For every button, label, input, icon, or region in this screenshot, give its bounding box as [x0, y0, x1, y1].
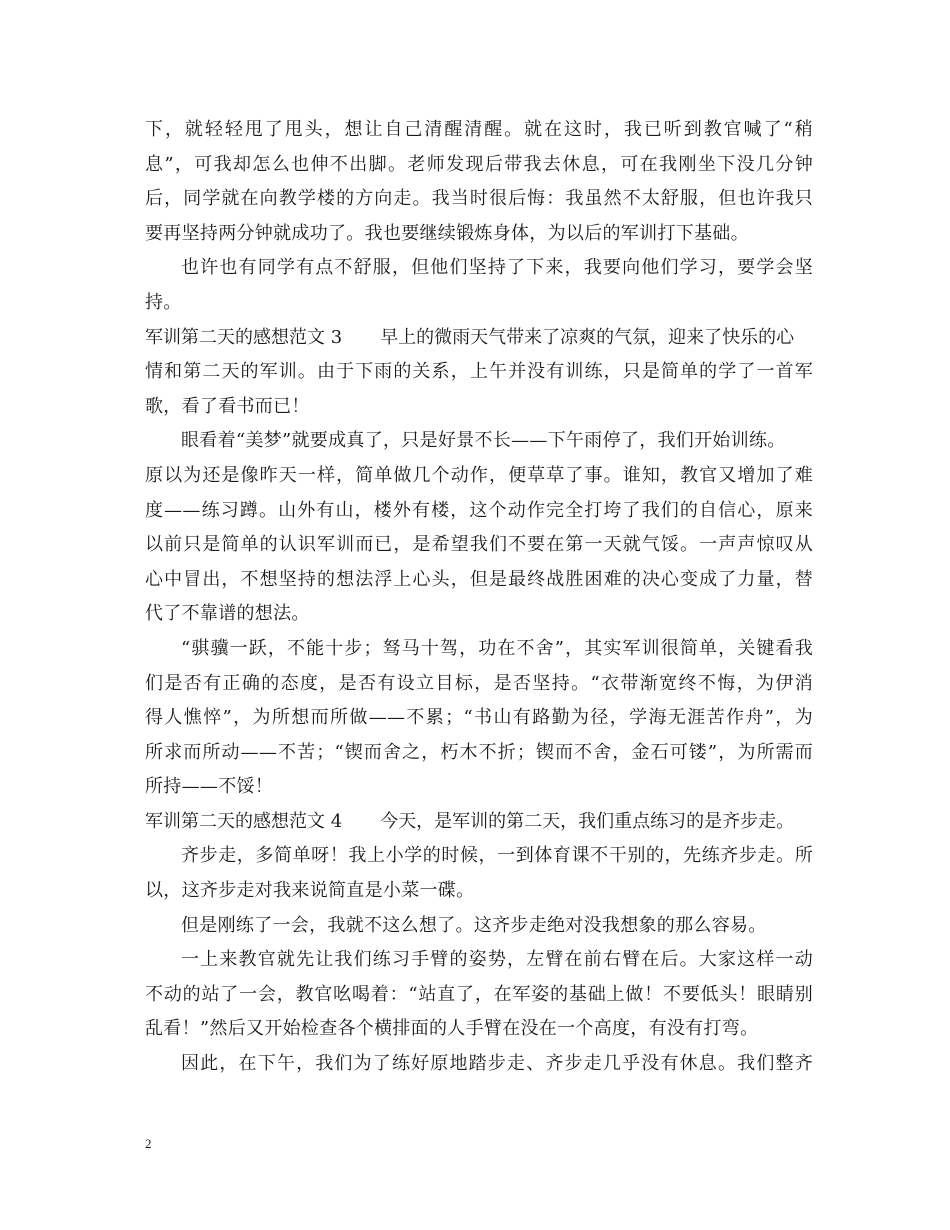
- text-line: 心中冒出，不想坚持的想法浮上心头，但是最终战胜困难的决心变成了力量，替: [145, 568, 813, 590]
- text-line: 持。: [145, 291, 182, 313]
- text-line: 所求而所动——不苦；“锲而舍之，朽木不折；锲而不舍，金石可镂”，为所需而: [145, 741, 813, 763]
- paragraph-start-line: 但是刚练了一会，我就不这么想了。这齐步走绝对没我想象的那么容易。: [181, 914, 767, 936]
- text-line: 息”，可我却怎么也伸不出脚。老师发现后带我去休息，可在我刚坐下没几分钟: [145, 153, 813, 175]
- text-line: 度——练习蹲。山外有山，楼外有楼，这个动作完全打垮了我们的自信心，原来: [145, 499, 813, 521]
- text-line: 后，同学就在向教学楼的方向走。我当时很后悔：我虽然不太舒服，但也许我只: [145, 188, 813, 210]
- text-line: 情和第二天的军训。由于下雨的关系，上午并没有训练，只是简单的学了一首军: [145, 361, 813, 383]
- page-number: 2: [145, 1136, 152, 1151]
- paragraph-start-line: 一上来教官就先让我们练习手臂的姿势，左臂在前右臂在后。大家这样一动: [181, 949, 813, 971]
- text-line: 以前只是简单的认识军训而已，是希望我们不要在第一天就气馁。一声声惊叹从: [145, 534, 813, 556]
- section-title: 军训第二天的感想范文 3: [145, 326, 343, 348]
- paragraph-start-line: 眼看着“美梦”就要成真了，只是好景不长——下午雨停了，我们开始训练。: [181, 430, 786, 452]
- text-line: 原以为还是像昨天一样，简单做几个动作，便草草了事。谁知，教官又增加了难: [145, 464, 813, 486]
- text-line: 们是否有正确的态度，是否有设立目标，是否坚持。“衣带渐宽终不悔，为伊消: [145, 672, 813, 694]
- section-heading-3: [145, 321, 813, 356]
- text-line: 下，就轻轻甩了甩头，想让自己清醒清醒。就在这时，我已听到教官喊了“稍: [145, 119, 813, 140]
- text-line: 歌，看了看书而已！: [145, 395, 310, 417]
- section-first-text: 今天，是军训的第二天，我们重点练习的是齐步走。: [380, 810, 795, 832]
- text-line: 所持——不馁！: [145, 776, 274, 798]
- text-line: 得人憔悴”，为所想而所做——不累；“书山有路勤为径，学海无涯苦作舟”，为: [145, 707, 813, 729]
- paragraph-start-line: 齐步走，多简单呀！我上小学的时候，一到体育课不干别的，先练齐步走。所: [181, 845, 813, 867]
- section-title: 军训第二天的感想范文 4: [145, 810, 343, 832]
- text-line: 以，这齐步走对我来说简直是小菜一碟。: [145, 880, 475, 902]
- paragraph-start-line: “骐骥一跃，不能十步；驽马十驾，功在不舍”，其实军训很简单，关键看我: [181, 637, 813, 659]
- document-body: [145, 113, 813, 1082]
- paragraph-start-line: 也许也有同学有点不舒服，但他们坚持了下来，我要向他们学习，要学会坚: [181, 257, 813, 279]
- text-line: 代了不靠谱的想法。: [145, 603, 310, 625]
- section-first-text: 早上的微雨天气带来了凉爽的气氛，迎来了快乐的心: [380, 326, 795, 348]
- text-line: 不动的站了一会，教官吆喝着：“站直了，在军姿的基础上做！不要低头！眼睛别: [145, 983, 813, 1005]
- section-heading-4: [145, 805, 813, 840]
- text-line: 要再坚持两分钟就成功了。我也要继续锻炼身体，为以后的军训打下基础。: [145, 222, 749, 244]
- text-line: 乱看！”然后又开始检查各个横排面的人手臂在没在一个高度，有没有打弯。: [145, 1018, 759, 1040]
- paragraph-start-line: 因此，在下午，我们为了练好原地踏步走、齐步走几乎没有休息。我们整齐: [181, 1053, 813, 1075]
